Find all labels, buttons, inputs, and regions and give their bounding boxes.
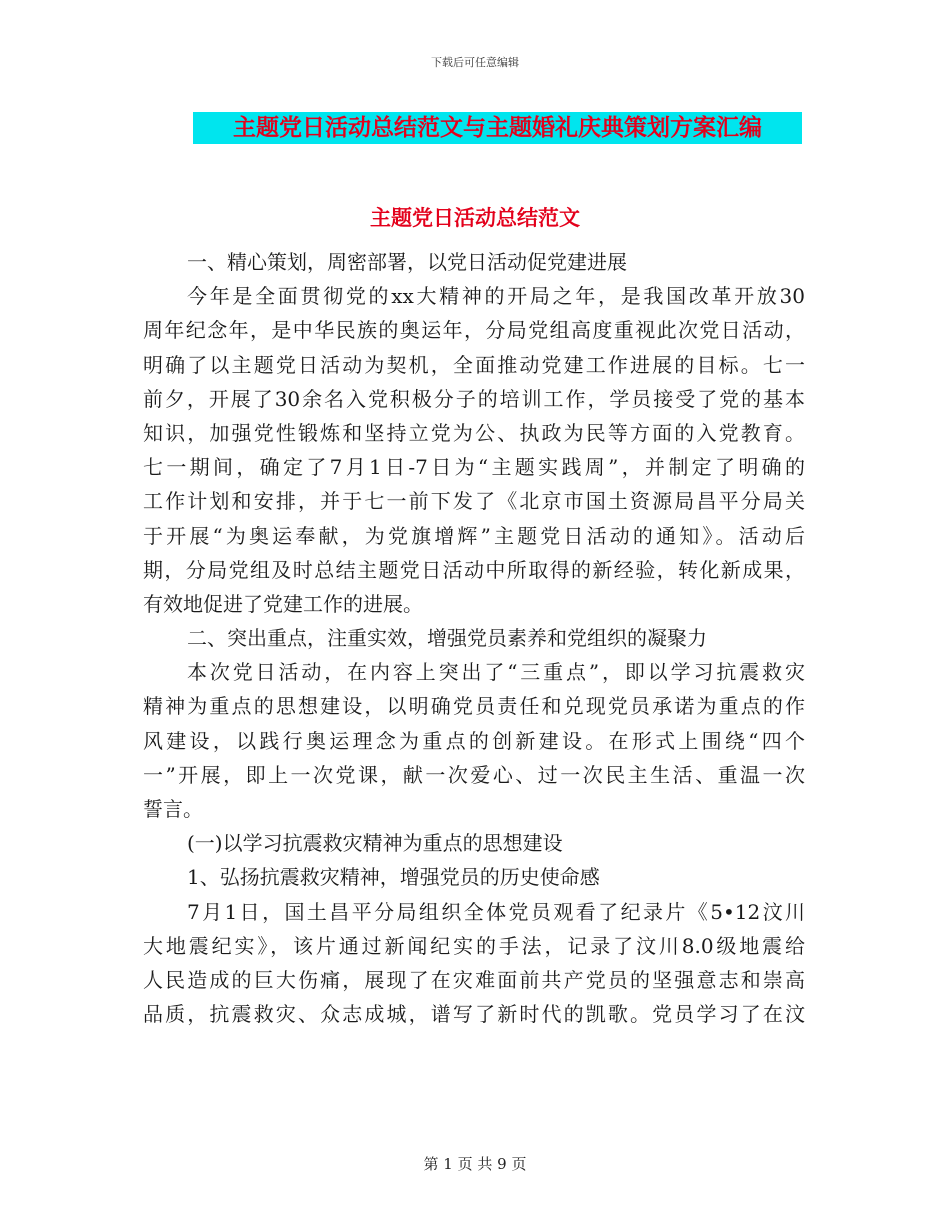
paragraph-line: 7月1日，国土昌平分局组织全体党员观看了纪录片《5•12汶川 [187, 899, 805, 924]
paragraph-line: 大地震纪实》，该片通过新闻纪实的手法，记录了汶川8.0级地震给 [143, 933, 805, 958]
paragraph-line: 精神为重点的思想建设，以明确党员责任和兑现党员承诺为重点的作 [143, 694, 805, 719]
paragraph-line: 七一期间，确定了7月1日-7日为“主题实践周”，并制定了明确的 [143, 455, 805, 480]
paragraph-line: 周年纪念年，是中华民族的奥运年，分局党组高度重视此次党日活动， [143, 318, 805, 343]
paragraph-line: 工作计划和安排，并于七一前下发了《北京市国土资源局昌平分局关 [143, 489, 805, 514]
paragraph-line: 品质，抗震救灾、众志成城，谱写了新时代的凯歌。党员学习了在汶 [143, 1002, 805, 1027]
paragraph-line: 人民造成的巨大伤痛，展现了在灾难面前共产党员的坚强意志和崇高 [143, 967, 805, 992]
paragraph-line: 明确了以主题党日活动为契机，全面推动党建工作进展的目标。七一 [143, 352, 805, 377]
paragraph-line: 期，分局党组及时总结主题党日活动中所取得的新经验，转化新成果， [143, 557, 805, 582]
document-main-title: 主题党日活动总结范文与主题婚礼庆典策划方案汇编 [193, 112, 802, 144]
paragraph-line: 于开展“为奥运奉献，为党旗增辉”主题党日活动的通知》。活动后 [143, 523, 805, 548]
header-note: 下载后可任意编辑 [431, 56, 519, 69]
paragraph-heading: (一)以学习抗震救灾精神为重点的思想建设 [187, 831, 563, 856]
section-title: 主题党日活动总结范文 [370, 205, 580, 230]
paragraph-line: 一”开展，即上一次党课，献一次爱心、过一次民主生活、重温一次 [143, 762, 805, 787]
paragraph-line: 前夕，开展了30余名入党积极分子的培训工作，学员接受了党的基本 [143, 386, 805, 411]
paragraph-heading: 1、弘扬抗震救灾精神，增强党员的历史使命感 [187, 865, 600, 890]
paragraph-line: 今年是全面贯彻党的xx大精神的开局之年，是我国改革开放30 [187, 284, 805, 309]
paragraph-line: 本次党日活动，在内容上突出了“三重点”，即以学习抗震救灾 [187, 660, 805, 685]
page-footer: 第 1 页 共 9 页 [423, 1155, 527, 1173]
document-body [143, 245, 805, 1031]
paragraph-heading: 二、突出重点，注重实效，增强党员素养和党组织的凝聚力 [187, 626, 707, 651]
paragraph-line: 有效地促进了党建工作的进展。 [143, 591, 423, 616]
paragraph-line: 誓言。 [143, 797, 203, 821]
paragraph-line: 风建设，以践行奥运理念为重点的创新建设。在形式上围绕“四个 [143, 728, 805, 753]
paragraph-line: 知识，加强党性锻炼和坚持立党为公、执政为民等方面的入党教育。 [143, 420, 805, 445]
paragraph-heading: 一、精心策划，周密部署，以党日活动促党建进展 [187, 250, 627, 274]
